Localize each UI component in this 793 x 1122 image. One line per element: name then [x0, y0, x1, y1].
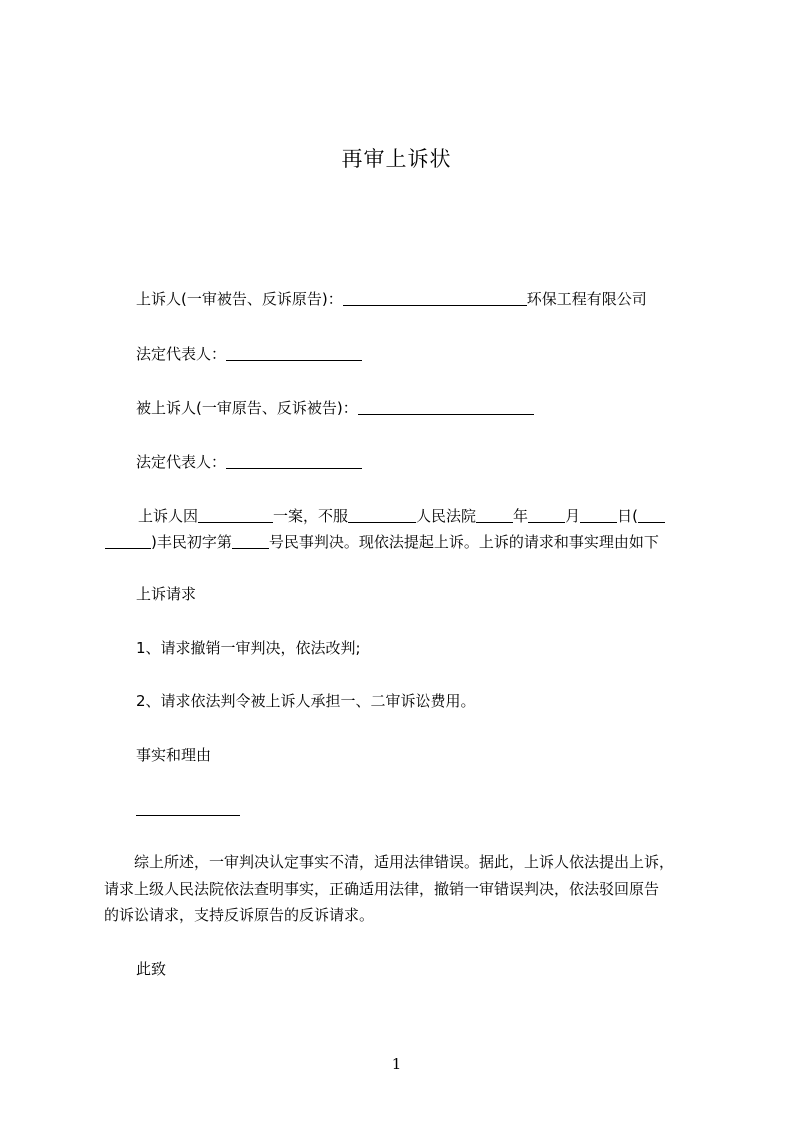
case-name-blank	[198, 507, 273, 523]
intro-line-1	[138, 507, 665, 525]
conclusion-line-1: 综上所述，一审判决认定事实不清，适用法律错误。据此，上诉人依法提出上诉，	[134, 853, 675, 871]
request-item-1: 1、请求撤销一审判决，依法改判;	[136, 639, 361, 657]
appellee-blank	[358, 399, 534, 415]
requests-heading: 上诉请求	[136, 585, 197, 603]
appellant-value: 环保工程有限公司	[526, 290, 647, 308]
appellee-line	[136, 399, 534, 417]
appellant-representative-blank	[226, 345, 362, 361]
case-year-blank-end	[105, 533, 151, 549]
appellant-representative-line	[136, 345, 362, 363]
appellant-line	[136, 290, 647, 308]
appellee-representative-line	[136, 453, 362, 471]
intro-text-3: 人民法院	[416, 507, 477, 525]
closing-salutation: 此致	[136, 960, 167, 978]
year-blank	[476, 507, 513, 523]
intro-line-2	[105, 533, 705, 551]
appellant-representative-label: 法定代表人：	[136, 345, 227, 363]
intro-text-8: 号民事判决。现依法提起上诉。上诉的请求和事实理由如下	[268, 533, 659, 551]
conclusion-line-3: 的诉讼请求，支持反诉原告的反诉请求。	[104, 906, 375, 924]
request-item-2: 2、请求依法判令被上诉人承担一、二审诉讼费用。	[136, 692, 476, 710]
intro-text-4: 年	[513, 507, 529, 525]
intro-text-7: )丰民初字第	[151, 533, 232, 551]
intro-text-2: 一案，不服	[273, 507, 349, 525]
court-name-blank	[348, 507, 416, 523]
facts-heading: 事实和理由	[136, 746, 212, 764]
month-blank	[528, 507, 565, 523]
case-year-blank-start	[638, 507, 665, 523]
appellant-blank	[343, 290, 527, 306]
facts-blank-line	[136, 800, 240, 818]
appellee-representative-label: 法定代表人：	[136, 453, 227, 471]
appellee-label: 被上诉人(一审原告、反诉被告)：	[136, 399, 358, 417]
intro-text-5: 月	[565, 507, 581, 525]
facts-blank	[136, 800, 240, 816]
appellee-representative-blank	[226, 453, 362, 469]
day-blank	[580, 507, 617, 523]
case-number-blank	[232, 533, 269, 549]
page-number: 1	[391, 1055, 402, 1073]
appellant-label: 上诉人(一审被告、反诉原告)：	[136, 290, 343, 308]
intro-text-1: 上诉人因	[138, 507, 199, 525]
conclusion-line-2: 请求上级人民法院依法查明事实，正确适用法律，撤销一审错误判决，依法驳回原告	[104, 880, 660, 898]
document-title: 再审上诉状	[341, 147, 452, 171]
intro-text-6: 日(	[617, 507, 638, 525]
